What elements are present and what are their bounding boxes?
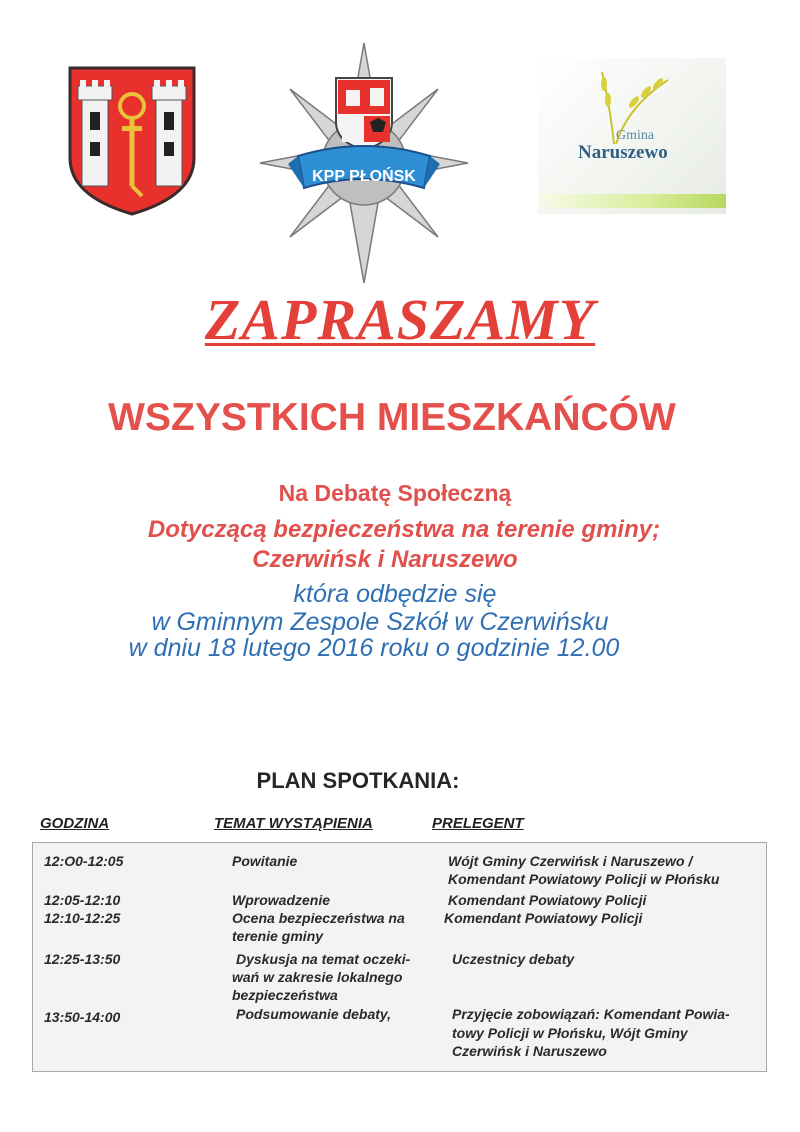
row-4-topic-line-2: wań w zakresie lokalnego [232, 969, 403, 985]
row-3-speaker: Komendant Powiatowy Policji [444, 910, 643, 926]
row-1-speaker-line-2: Komendant Powiatowy Policji w Płońsku [448, 871, 720, 887]
invitation-line-6: w dniu 18 lutego 2016 roku o godzinie 12.00 [128, 634, 620, 662]
gmina-small-label: Gmina [616, 128, 655, 143]
row-3-topic-line-1: Ocena bezpieczeństwa na [232, 910, 405, 926]
row-5-speaker-line-2: towy Policji w Płońsku, Wójt Gminy [452, 1025, 688, 1041]
police-badge-icon [258, 38, 470, 288]
gmina-name-label: Naruszewo [578, 142, 668, 163]
row-2-topic: Wprowadzenie [232, 892, 331, 908]
gmina-naruszewo-logo [538, 58, 726, 214]
row-5-speaker-line-1: Przyjęcie zobowiązań: Komendant Powia- [452, 1006, 730, 1022]
sub-heading: WSZYSTKICH MIESZKAŃCÓW [108, 396, 676, 439]
invitation-line-4: która odbędzie się [293, 580, 497, 608]
row-1-time: 12:O0-12:05 [44, 853, 124, 869]
row-1-topic: Powitanie [232, 853, 298, 869]
row-5-topic: Podsumowanie debaty, [236, 1006, 392, 1022]
row-4-speaker: Uczestnicy debaty [452, 951, 575, 967]
row-5-speaker-line-3: Czerwińsk i Naruszewo [452, 1043, 607, 1059]
row-1-speaker-line-1: Wójt Gminy Czerwińsk i Naruszewo / [448, 853, 693, 869]
row-2-time: 12:05-12:10 [44, 892, 121, 908]
invitation-line-1: Na Debatę Społeczną [278, 480, 512, 506]
row-3-topic-line-2: terenie gminy [232, 928, 324, 944]
row-4-topic-line-1: Dyskusja na temat oczeki- [236, 951, 411, 967]
plan-title: PLAN SPOTKANIA: [256, 768, 460, 793]
row-3-time: 12:10-12:25 [44, 910, 121, 926]
column-header-speaker: PRELEGENT [432, 815, 524, 832]
row-2-speaker: Komendant Powiatowy Policji [448, 892, 647, 908]
row-5-time: 13:50-14:00 [44, 1009, 121, 1025]
main-heading: ZAPRASZAMY [204, 287, 596, 352]
row-4-time: 12:25-13:50 [44, 951, 121, 967]
row-4-topic-line-3: bezpieczeństwa [232, 987, 338, 1003]
invitation-line-5: w Gminnym Zespole Szkół w Czerwińsku [151, 608, 609, 636]
invitation-line-3: Czerwińsk i Naruszewo [252, 546, 518, 573]
badge-label: KPP PŁOŃSK [312, 168, 416, 185]
czerwinsk-coat-of-arms-icon [68, 66, 196, 216]
column-header-time: GODZINA [40, 815, 110, 832]
column-header-topic: TEMAT WYSTĄPIENIA [214, 815, 373, 832]
invitation-line-2: Dotyczącą bezpieczeństwa na terenie gminy; [147, 516, 661, 543]
